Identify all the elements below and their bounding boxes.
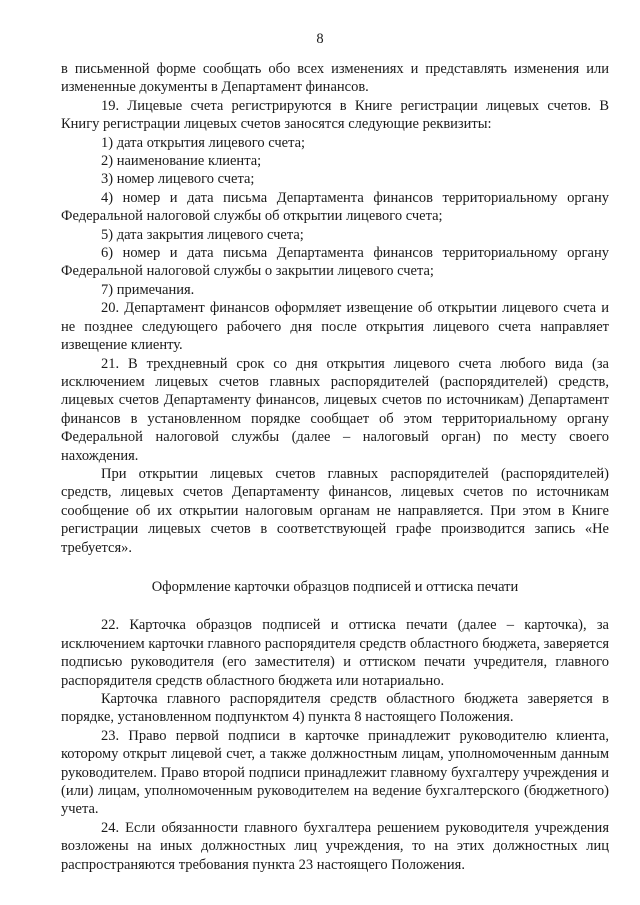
list-item: 6) номер и дата письма Департамента финансов территориальному органу Федеральной налоговой службы о закрытии лицевого счета; — [61, 245, 609, 280]
paragraph: 22. Карточка образцов подписей и оттиска печати (далее – карточка), за исключением карточки главного распорядителя средств областного бюджета, заверяется подписью руководителя (его заместителя) и оттиском печати учредителя, главного распорядителя средств областного бюджета или нотариально. — [61, 617, 609, 689]
page-number: 8 — [316, 31, 324, 47]
document-body — [61, 60, 609, 874]
list-item: 5) дата закрытия лицевого счета; — [101, 226, 304, 243]
list-item: 2) наименование клиента; — [101, 153, 262, 170]
paragraph: При открытии лицевых счетов главных распорядителей (распорядителей) средств, лицевых счетов Департаменту финансов, лицевых счетов по источникам сообщение об их открытии налоговым органам не направляется. При этом в Книге регистрации лицевых счетов в соответствующей графе производится запись «Не требуется». — [61, 465, 609, 556]
list-item: 4) номер и дата письма Департамента финансов территориальному органу Федеральной налоговой службы об открытии лицевого счета; — [61, 189, 609, 225]
section-heading: Оформление карточки образцов подписей и оттиска печати — [151, 578, 519, 595]
list-item: 1) дата открытия лицевого счета; — [101, 134, 306, 151]
paragraph: 24. Если обязанности главного бухгалтера решением руководителя учреждения возложены на иных должностных лиц учреждения, то на этих должностных лиц распространяются требования пункта 23 настоящего Положения. — [61, 819, 609, 873]
list-item: 3) номер лицевого счета; — [101, 171, 255, 188]
list-item: 7) примечания. — [101, 281, 195, 298]
paragraph: 21. В трехдневный срок со дня открытия лицевого счета любого вида (за исключением лицевых счетов главных распорядителей (распорядителей) средств, лицевых счетов Департаменту финансов, лицевых счетов по источникам) Департамент финансов в установленном порядке сообщает об этом территориальному органу Федеральной налоговой службы (далее – налоговый орган) по месту своего нахождения. — [61, 355, 609, 464]
paragraph: 23. Право первой подписи в карточке принадлежит руководителю клиента, которому открыт лицевой счет, а также должностным лицам, уполномоченным данным руководителем. Право второй подписи принадлежит главному бухгалтеру учреждения и (или) лицам, уполномоченным руководителем на ведение бухгалтерского (бюджетного) учета. — [61, 727, 609, 818]
paragraph: 20. Департамент финансов оформляет извещение об открытии лицевого счета и не позднее следующего рабочего дня после открытия лицевого счета направляет извещение клиенту. — [61, 300, 609, 354]
paragraph: в письменной форме сообщать обо всех изменениях и представлять изменения или измененные документы в Департамент финансов. — [61, 61, 609, 96]
paragraph: 19. Лицевые счета регистрируются в Книге регистрации лицевых счетов. В Книгу регистрации лицевых счетов заносятся следующие реквизиты: — [61, 97, 609, 133]
paragraph: Карточка главного распорядителя средств областного бюджета заверяется в порядке, установленном подпунктом 4) пункта 8 настоящего Положения. — [61, 691, 609, 726]
